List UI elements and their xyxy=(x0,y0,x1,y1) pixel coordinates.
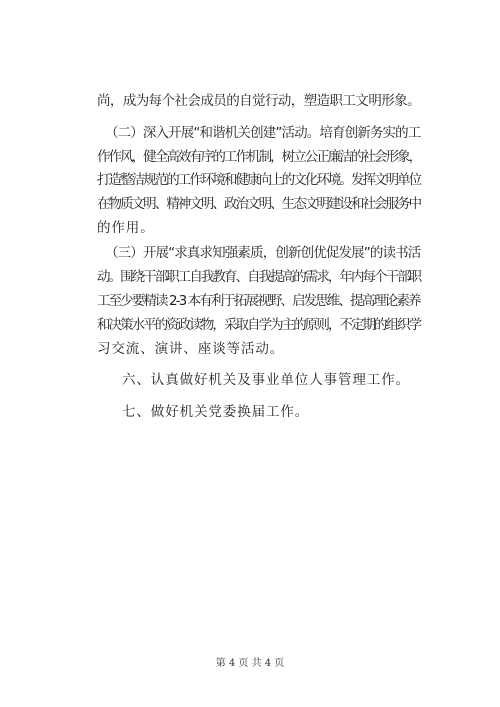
text-line: 动。围绕干部职工自我教育、自我提高的需求，年内每个干部职 xyxy=(97,269,421,285)
text-line: 打造整洁规范的工作环境和健康向上的文化环境。发挥文明单位 xyxy=(97,172,421,188)
text-line: 的作用。 xyxy=(97,220,155,236)
text-line: （三）开展“求真求知强素质，创新创优促发展”的读书活 xyxy=(105,245,421,261)
text-line: 工至少要精读 2-3 本有利于拓展视野、启发思维、提高理论素养 xyxy=(97,293,420,309)
text-line: 习交流、演讲、座谈等活动。 xyxy=(97,341,285,357)
text-line: 和决策水平的资政读物，采取自学为主的原则，不定期的组织学 xyxy=(97,317,421,333)
text-line: 作作风，健全高效有序的工作机制，树立公正廉洁的社会形象， xyxy=(97,149,421,165)
text-line: 六、认真做好机关及事业单位人事管理工作。 xyxy=(122,372,410,388)
text-line: 尚，成为每个社会成员的自觉行动，塑造职工文明形象。 xyxy=(97,93,420,109)
page-number-footer: 第 4 页 共 4 页 xyxy=(215,658,285,669)
text-line: 七、做好机关党委换届工作。 xyxy=(122,404,310,420)
text-line: 在物质文明、精神文明、政治文明、生态文明建设和社会服务中 xyxy=(97,196,421,212)
text-line: （二）深入开展“和谐机关创建”活动。培育创新务实的工 xyxy=(105,125,421,141)
